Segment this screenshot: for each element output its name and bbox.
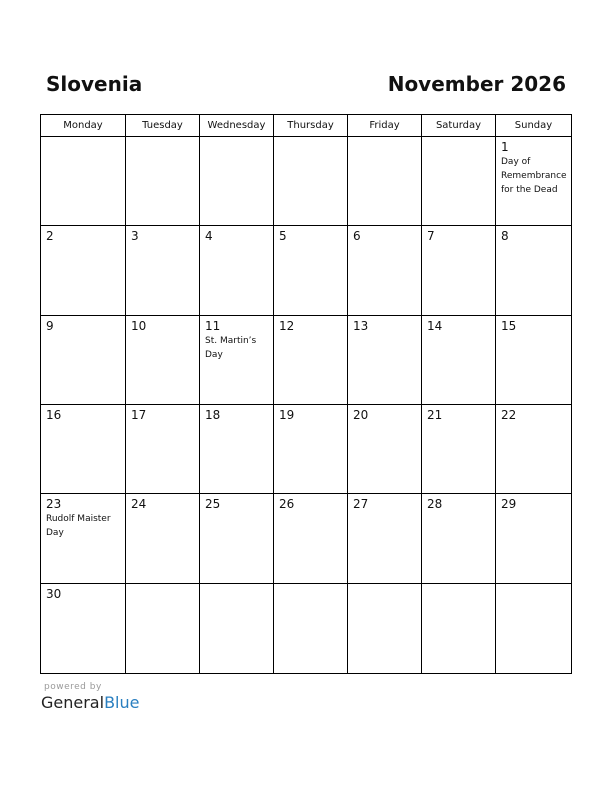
day-number: 16 xyxy=(46,408,62,422)
day-number: 17 xyxy=(131,408,147,422)
day-cell xyxy=(200,494,274,583)
day-cell xyxy=(348,405,422,494)
day-cell xyxy=(126,584,200,673)
day-cell xyxy=(126,494,200,583)
day-cell xyxy=(496,226,571,315)
day-number: 7 xyxy=(427,229,435,244)
holiday-label: Rudolf Maister Day xyxy=(46,514,111,539)
day-cell xyxy=(496,316,571,405)
day-cell xyxy=(348,494,422,583)
day-number: 11 xyxy=(205,318,221,333)
day-number: 14 xyxy=(427,318,443,333)
day-cell xyxy=(41,137,126,226)
brand-general-text: General xyxy=(41,693,105,712)
powered-by-label: powered by xyxy=(44,682,102,692)
day-cell xyxy=(274,137,348,226)
day-cell xyxy=(200,405,274,494)
day-number: 28 xyxy=(427,497,443,512)
day-number: 9 xyxy=(46,318,54,333)
day-cell xyxy=(126,226,200,315)
day-number: 5 xyxy=(279,229,287,244)
day-number: 6 xyxy=(353,229,361,244)
day-cell xyxy=(126,405,200,494)
day-number: 27 xyxy=(353,497,369,512)
day-number: 22 xyxy=(501,408,517,422)
day-cell xyxy=(348,316,422,405)
day-cell xyxy=(274,584,348,673)
day-cell xyxy=(348,584,422,673)
holiday-label: Day of Remembrance for the Dead xyxy=(501,157,567,195)
brand-blue-text: Blue xyxy=(104,693,140,712)
day-number: 4 xyxy=(205,229,213,244)
day-number: 19 xyxy=(279,408,295,422)
day-cell xyxy=(496,494,571,583)
weekday-header: Saturday xyxy=(422,115,496,137)
weekday-header: Friday xyxy=(348,115,422,137)
day-cell xyxy=(41,584,126,673)
day-number: 3 xyxy=(131,229,139,244)
calendar-grid xyxy=(40,114,572,674)
day-cell xyxy=(422,316,496,405)
day-cell xyxy=(348,226,422,315)
day-cell xyxy=(274,494,348,583)
day-cell xyxy=(348,137,422,226)
day-cell xyxy=(274,316,348,405)
day-cell xyxy=(200,226,274,315)
day-number: 18 xyxy=(205,408,221,422)
day-number: 10 xyxy=(131,318,147,333)
day-cell xyxy=(200,584,274,673)
day-number: 21 xyxy=(427,408,443,422)
day-number: 25 xyxy=(205,497,221,512)
weekday-header: Wednesday xyxy=(200,115,274,137)
day-number: 30 xyxy=(46,586,62,601)
day-cell xyxy=(200,137,274,226)
day-number: 1 xyxy=(501,140,509,154)
day-number: 23 xyxy=(46,497,62,512)
month-year-title: November 2026 xyxy=(387,72,566,96)
country-title: Slovenia xyxy=(46,72,143,96)
weekday-header: Monday xyxy=(41,115,126,137)
day-cell xyxy=(422,137,496,226)
weekday-header: Thursday xyxy=(274,115,348,137)
day-cell xyxy=(126,316,200,405)
day-cell xyxy=(496,405,571,494)
day-cell xyxy=(422,405,496,494)
day-number: 24 xyxy=(131,497,147,512)
day-cell xyxy=(200,316,274,405)
day-cell xyxy=(496,137,571,226)
day-number: 12 xyxy=(279,318,295,333)
day-cell xyxy=(422,494,496,583)
day-number: 2 xyxy=(46,229,54,244)
day-cell xyxy=(274,405,348,494)
day-number: 29 xyxy=(501,497,517,512)
day-number: 15 xyxy=(501,318,517,333)
day-number: 20 xyxy=(353,408,369,422)
day-number: 8 xyxy=(501,229,509,244)
day-cell xyxy=(496,584,571,673)
day-number: 13 xyxy=(353,318,369,333)
day-cell xyxy=(41,494,126,583)
day-cell xyxy=(422,584,496,673)
holiday-label: St. Martin’s Day xyxy=(205,335,257,360)
day-cell xyxy=(422,226,496,315)
generalblue-logo[interactable] xyxy=(41,693,139,713)
day-cell xyxy=(41,226,126,315)
weekday-header: Tuesday xyxy=(126,115,200,137)
day-cell xyxy=(41,405,126,494)
day-cell xyxy=(126,137,200,226)
day-number: 26 xyxy=(279,497,295,512)
day-cell xyxy=(41,316,126,405)
day-cell xyxy=(274,226,348,315)
weekday-header: Sunday xyxy=(496,115,571,137)
